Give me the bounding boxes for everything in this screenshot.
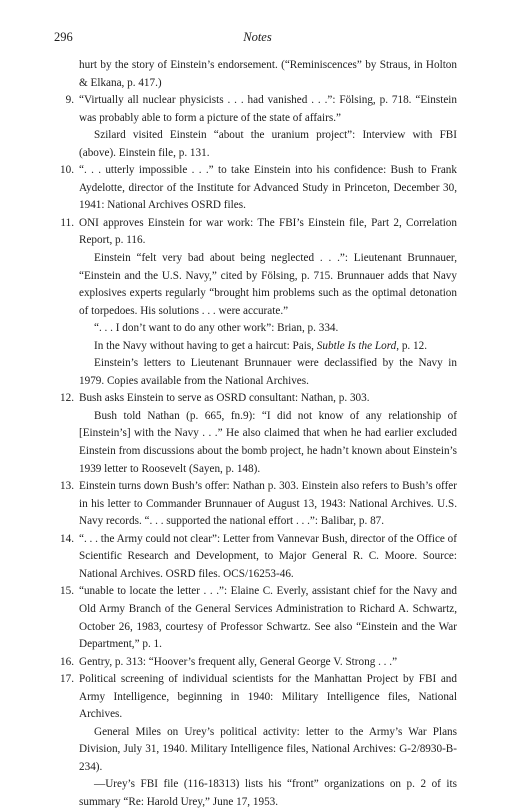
note-number: 12. bbox=[60, 392, 74, 405]
note-entry bbox=[60, 390, 457, 478]
note-paragraph: “Virtually all nuclear physicists . . . had vanished . . .”: Fölsing, p. 718. “Einstein was probably able to form a picture of the state of affairs.” bbox=[79, 94, 457, 124]
page-header bbox=[54, 29, 461, 45]
note-paragraph: Szilard visited Einstein “about the uranium project”: Interview with FBI (above). Einstein file, p. 131. bbox=[79, 129, 457, 159]
note-entry bbox=[60, 162, 457, 215]
note-entry bbox=[60, 531, 457, 584]
notes-body bbox=[60, 57, 457, 812]
note-paragraph: Bush told Nathan (p. 665, fn.9): “I did not know of any relationship of [Einstein’s] with the Navy . . .” He also claimed that when he had earlier excluded Einstein from discussions about the bomb project, he hadn’t known about Einstein’s 1939 letter to Roosevelt (Sayen, p. 148). bbox=[79, 409, 457, 475]
note-number: 10. bbox=[60, 164, 74, 177]
running-head: Notes bbox=[243, 30, 272, 44]
note-paragraph: Gentry, p. 313: “Hoover’s frequent ally, General George V. Strong . . .” bbox=[79, 655, 398, 668]
note-number: 13. bbox=[60, 480, 74, 493]
note-number: 15. bbox=[60, 585, 74, 598]
note-number: 14. bbox=[60, 532, 74, 545]
note-paragraph: ONI approves Einstein for war work: The FBI’s Einstein file, Part 2, Correlation Report, p. 116. bbox=[79, 216, 457, 247]
note-paragraph bbox=[79, 338, 457, 356]
note-entry bbox=[60, 583, 457, 653]
note-paragraph: “. . . I don’t want to do any other work”: Brian, p. 334. bbox=[94, 322, 339, 335]
citation-text: In the Navy without having to get a haircut: Pais, bbox=[94, 339, 317, 352]
note-number: 16. bbox=[60, 655, 74, 668]
note-entry bbox=[60, 671, 457, 811]
note-entry bbox=[60, 215, 457, 390]
note-paragraph: Einstein’s letters to Lieutenant Brunnauer were declassified by the Navy in 1979. Copies available from the National Archives. bbox=[79, 357, 457, 387]
notes-list bbox=[60, 92, 457, 811]
note-number: 11. bbox=[60, 216, 74, 229]
note-paragraph: General Miles on Urey’s political activity: letter to the Army’s War Plans Division, July 31, 1940. Military Intelligence files, National Archives: G-2/8930-B-234). bbox=[79, 725, 457, 773]
citation-text: , p. 12. bbox=[396, 339, 427, 352]
note-number: 17. bbox=[60, 673, 74, 686]
note-entry bbox=[60, 654, 457, 672]
note-paragraph: Political screening of individual scientists for the Manhattan Project by FBI and Army Intelligence, beginning in 1940: Military Intelligence files, National Archives. bbox=[79, 673, 457, 721]
note-paragraph: Einstein turns down Bush’s offer: Nathan p. 303. Einstein also refers to Bush’s offer in his letter to Commander Brunnauer of August 13, 1943: National Archives. U.S. Navy records. “. . . supported the national effort . . .”: Balibar, p. 87. bbox=[79, 480, 457, 528]
continued-note-text: hurt by the story of Einstein’s endorsement. (“Reminiscences” by Straus, in Holton & Elkana, p. 417.) bbox=[79, 59, 457, 89]
book-title: Subtle Is the Lord bbox=[316, 339, 397, 352]
note-paragraph: Bush asks Einstein to serve as OSRD consultant: Nathan, p. 303. bbox=[79, 392, 370, 405]
note-paragraph: “. . . utterly impossible . . .” to take Einstein into his confidence: Bush to Frank Aydelotte, director of the Institute for Advanced Study in Princeton, December 30, 1941: National Archives OSRD files. bbox=[79, 164, 457, 212]
note-paragraph: “. . . the Army could not clear”: Letter from Vannevar Bush, director of the Office of Scientific Research and Development, to Major General R. C. Moore. Source: National Archives. OSRD files. OCS/16253-46. bbox=[79, 532, 457, 580]
note-paragraph: “unable to locate the letter . . .”: Elaine C. Everly, assistant chief for the Navy and Old Army Branch of the General Services Administration to Richard A. Schwartz, October 26, 1983, courtesy of Professor Schwartz. See also “Einstein and the War Department,” p. 1. bbox=[79, 585, 457, 651]
note-entry bbox=[65, 92, 457, 162]
note-paragraph: Einstein “felt very bad about being neglected . . .”: Lieutenant Brunnauer, “Einstein and the U.S. Navy,” cited by Fölsing, p. 715. Brunnauer adds that Navy explosives experts regularly “brought him problems such as the optimal detonation of torpedoes. His solutions . . . were accurate.” bbox=[79, 252, 457, 317]
note-entry bbox=[60, 478, 457, 531]
page-number: 296 bbox=[54, 30, 73, 44]
note-number: 9. bbox=[65, 94, 74, 107]
note-paragraph: —Urey’s FBI file (116-18313) lists his “front” organizations on p. 2 of its summary “Re: Harold Urey,” June 17, 1953. bbox=[79, 778, 457, 808]
